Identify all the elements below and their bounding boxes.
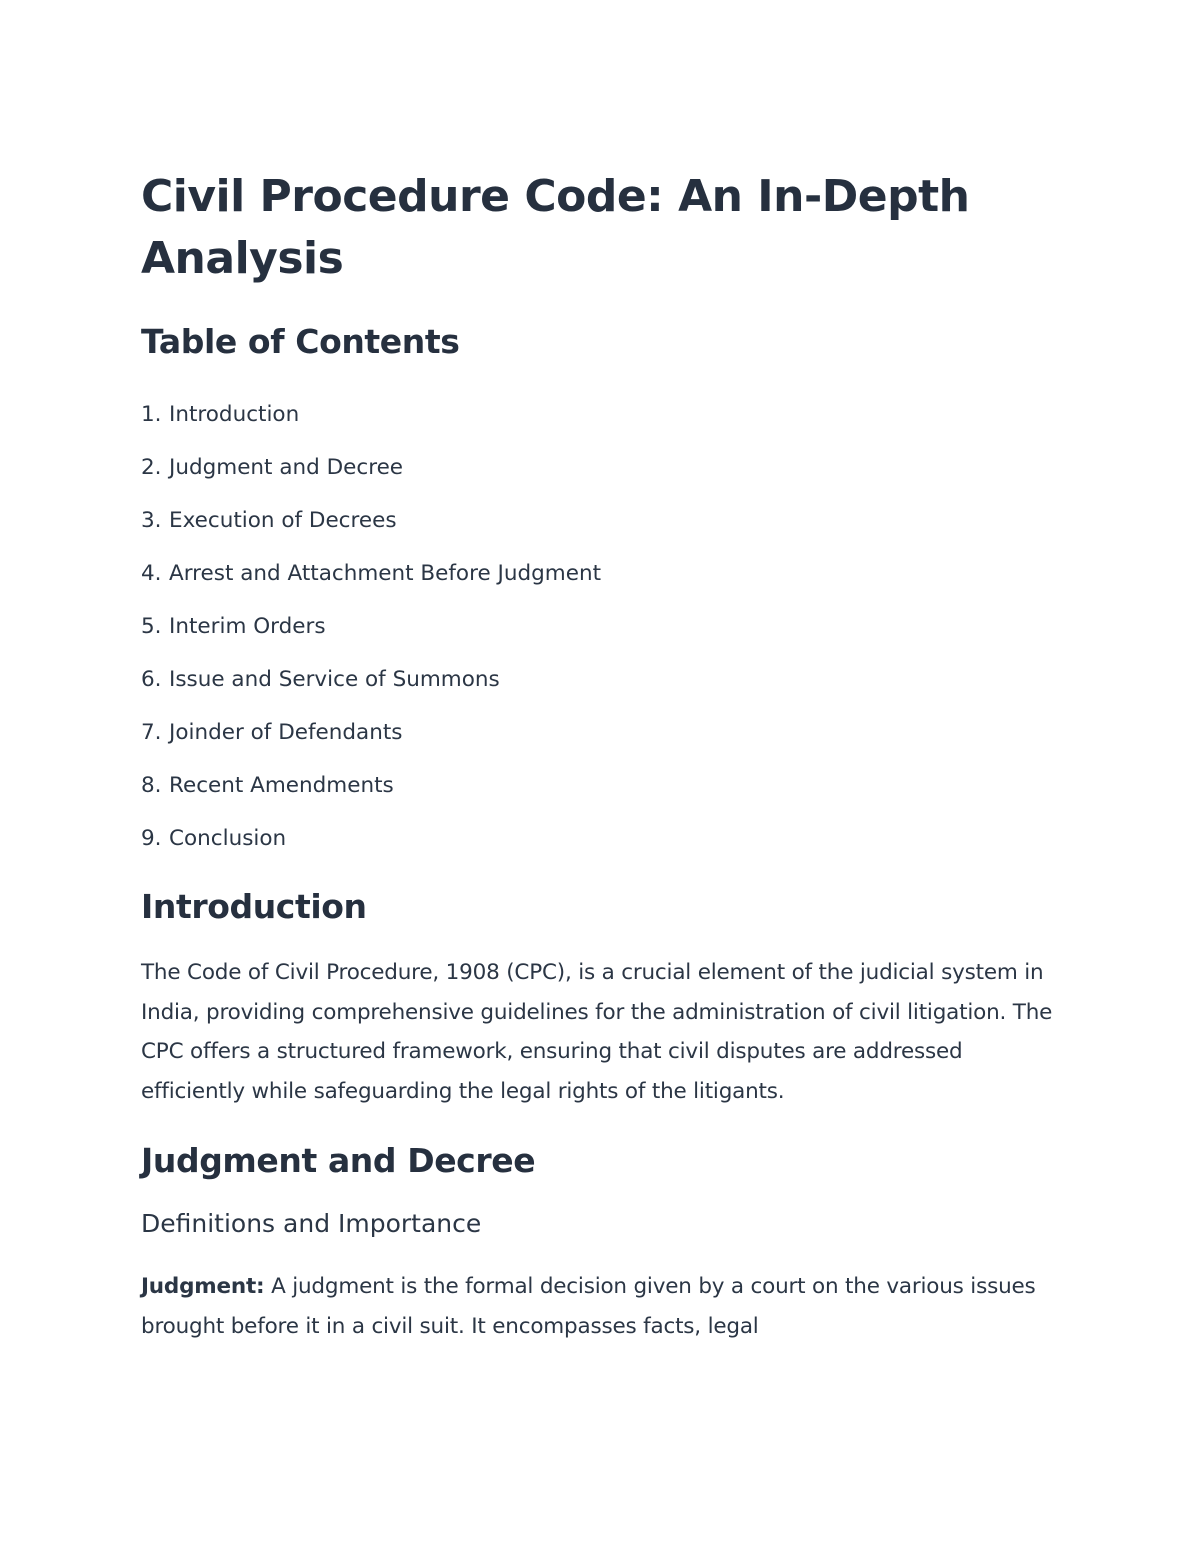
- toc-item-label: Issue and Service of Summons: [169, 667, 500, 692]
- toc-item-label: Joinder of Defendants: [169, 720, 403, 745]
- introduction-heading: Introduction: [141, 887, 367, 926]
- toc-item: [141, 600, 1061, 653]
- toc-item-label: Arrest and Attachment Before Judgment: [169, 561, 602, 586]
- toc-item-number: 5.: [141, 614, 162, 639]
- toc-item-number: 3.: [141, 508, 162, 533]
- toc-item: [141, 494, 1061, 547]
- introduction-paragraph: The Code of Civil Procedure, 1908 (CPC), is a crucial element of the judicial system in India, providing comprehensive guidelines for the administration of civil litigation. The CPC offers a structured framework, ensuring that civil disputes are addressed efficiently while safeguarding the legal rights of the litigants.: [141, 960, 1053, 1104]
- toc-item-label: Judgment and Decree: [169, 455, 404, 480]
- toc-item: [141, 441, 1061, 494]
- toc-list: [141, 388, 1061, 865]
- toc-item-number: 7.: [141, 720, 162, 745]
- judgment-and-decree-heading: Judgment and Decree: [141, 1141, 536, 1181]
- toc-item-number: 2.: [141, 455, 162, 480]
- toc-item: [141, 388, 1061, 441]
- toc-item: [141, 653, 1061, 706]
- toc-item-label: Execution of Decrees: [169, 508, 397, 533]
- toc-item: [141, 759, 1061, 812]
- judgment-definition-paragraph: [141, 1267, 1061, 1346]
- judgment-term: Judgment:: [141, 1274, 265, 1300]
- toc-item-label: Interim Orders: [169, 614, 326, 639]
- document-title: Civil Procedure Code: An In-Depth Analysis: [141, 171, 970, 284]
- document-content: [141, 166, 1061, 1347]
- toc-item: [141, 812, 1061, 865]
- toc-item-label: Conclusion: [169, 826, 287, 851]
- toc-item-number: 1.: [141, 402, 162, 427]
- toc-item: [141, 706, 1061, 759]
- toc-item: [141, 547, 1061, 600]
- definitions-subheading: Definitions and Importance: [141, 1209, 482, 1239]
- judgment-definition-text: A judgment is the formal decision given by a court on the various issues brought before it in a civil suit. It encompasses facts, legal: [141, 1274, 1036, 1339]
- toc-item-label: Introduction: [169, 402, 300, 427]
- toc-item-number: 8.: [141, 773, 162, 798]
- toc-item-number: 9.: [141, 826, 162, 851]
- toc-heading: Table of Contents: [141, 322, 460, 361]
- toc-item-number: 4.: [141, 561, 162, 586]
- toc-item-label: Recent Amendments: [169, 773, 394, 798]
- toc-item-number: 6.: [141, 667, 162, 692]
